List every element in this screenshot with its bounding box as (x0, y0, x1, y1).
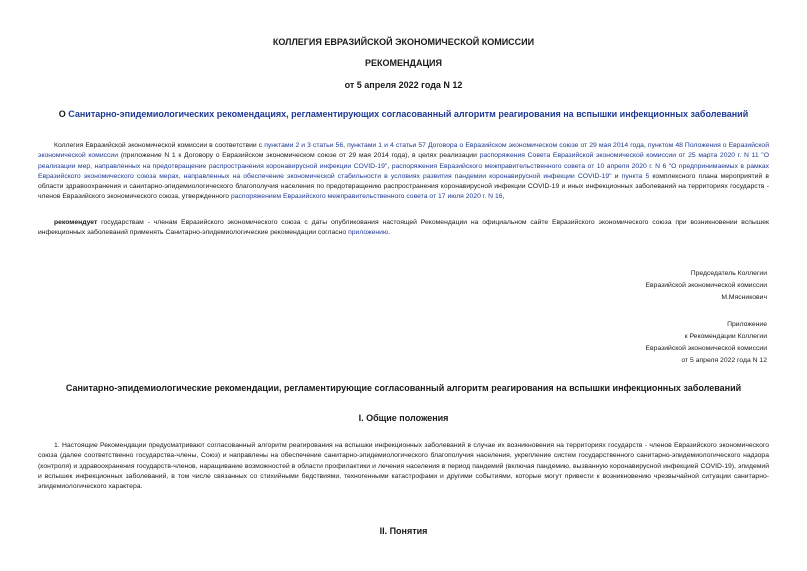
recommendations-title: Санитарно-эпидемиологические рекомендации, регламентирующие согласованный алгоритм реагирования на вспышки инфекционных заболеваний (65, 383, 742, 393)
preamble-paragraph: Коллегия Евразийской экономической комиссии в соответствии с пунктами 2 и 3 статьи 56, пунктами 1 и 4 статьи 57 Договора о Евразийском экономическом союзе от 29 мая 2014 года, пунктом 48 Положения о Евразийской экономической комиссии (приложение N 1 к Договору о Евразийском экономическом союзе от 29 мая 2014 года), в целях реализации распоряжения Совета Евразийской экономической комиссии от 25 марта 2020 г. N 11 "О реализации мер, направленных на предотвращение распространения коронавирусной инфекции COVID-19", распоряжения Евразийского межправительственного совета от 10 апреля 2020 г. N 6 "О предпринимаемых в рамках Евразийского экономического союза мерах, направленных на обеспечение экономической стабильности в условиях развития пандемии коронавирусной инфекции COVID-19" и пункта 5 комплексного плана мероприятий в области здравоохранения и санитарно-эпидемиологического благополучия населения по предотвращению распространения коронавирусной инфекции COVID-19 и иных инфекционных заболеваний на территориях государств - членов Евразийского экономического союза, утвержденного распоряжением Евразийского межправительственного совета от 17 июля 2020 г. N 16, (38, 142, 770, 201)
link-appendix[interactable]: приложению (348, 229, 389, 237)
link-articles-56[interactable]: пунктами 2 и 3 статьи 56 (264, 142, 344, 149)
appendix-ref: к Рекомендации Коллегии (684, 333, 767, 340)
link-intergov-order-16[interactable]: распоряжением Евразийского межправительственного совета от 17 июля 2020 г. N 16 (230, 193, 503, 201)
document-title: О Санитарно-эпидемиологических рекомендациях, регламентирующих согласованный алгоритм реагирования на вспышки инфекционных заболеваний (58, 109, 749, 119)
section-2-heading: II. Понятия (379, 526, 428, 536)
link-item-5[interactable]: пункта 5 (621, 172, 650, 180)
document-type: РЕКОМЕНДАЦИЯ (365, 58, 442, 68)
signature-org: Евразийской экономической комиссии (645, 282, 767, 289)
link-council-order-11[interactable]: распоряжения Совета Евразийской экономической комиссии от 25 марта 2020 г. N 11 "О реализации мер, направленных на предотвращение распространения коронавирусной инфекции COVID-19" (38, 152, 769, 170)
link-intergov-order-6[interactable]: распоряжения Евразийского межправительственного совета от 10 апреля 2020 г. N 6 "О предпринимаемых в рамках Евразийского экономического союза мерах, направленных на обеспечение экономической стабильности в условиях развития пандемии коронавирусной инфекции COVID-19" (38, 162, 769, 180)
document-date-number: от 5 апреля 2022 года N 12 (344, 80, 463, 90)
link-article-57-treaty[interactable]: пунктами 1 и 4 статьи 57 Договора о Евразийском экономическом союзе от 29 мая 2014 года (347, 142, 644, 149)
appendix-label: Приложение (727, 321, 767, 328)
title-link[interactable]: Санитарно-эпидемиологических рекомендациях, регламентирующих согласованный алгоритм реагирования на вспышки инфекционных заболеваний (68, 109, 749, 119)
recommends-paragraph: рекомендует государствам - членам Евразийского экономического союза с даты опубликования настоящей Рекомендации на официальном сайте Евразийского экономического союза при возникновении вспышек инфекционных заболеваний применять Санитарно-эпидемиологические рекомендации согласно приложению. (38, 219, 769, 237)
appendix-org: Евразийской экономической комиссии (645, 345, 767, 352)
appendix-date: от 5 апреля 2022 года N 12 (681, 357, 767, 364)
org-heading: КОЛЛЕГИЯ ЕВРАЗИЙСКОЙ ЭКОНОМИЧЕСКОЙ КОМИССИИ (272, 37, 535, 47)
link-regulation-p48[interactable]: пунктом 48 Положения о Евразийской экономической комиссии (38, 142, 770, 160)
signature-title: Председатель Коллегии (690, 270, 767, 277)
signature-name: М.Мясникович (721, 294, 767, 301)
section-1-heading: I. Общие положения (358, 413, 449, 423)
section-1-paragraph-1: 1. Настоящие Рекомендации предусматривают согласованный алгоритм реагирования на вспышки инфекционных заболеваний в случае их возникновения на территориях государств - членов Евразийского экономического союза (далее соответственно государства-члены, Союз) и направлены на обеспечение санитарно-эпидемиологического благополучия населения, укрепление систем государственного санитарно-эпидемиологического надзора (контроля) и здравоохранения государств-членов, наращивание возможностей в области профилактики и лечения населения в период пандемий (включая пандемию, вызванную коронавирусной инфекцией COVID-19), эпидемий и вспышек инфекционных заболеваний, в том числе связанных со стихийными бедствиями, техногенными катастрофами и другими событиями, которые могут привести к возникновению чрезвычайной ситуации санитарно-эпидемиологического характера. (38, 442, 769, 491)
